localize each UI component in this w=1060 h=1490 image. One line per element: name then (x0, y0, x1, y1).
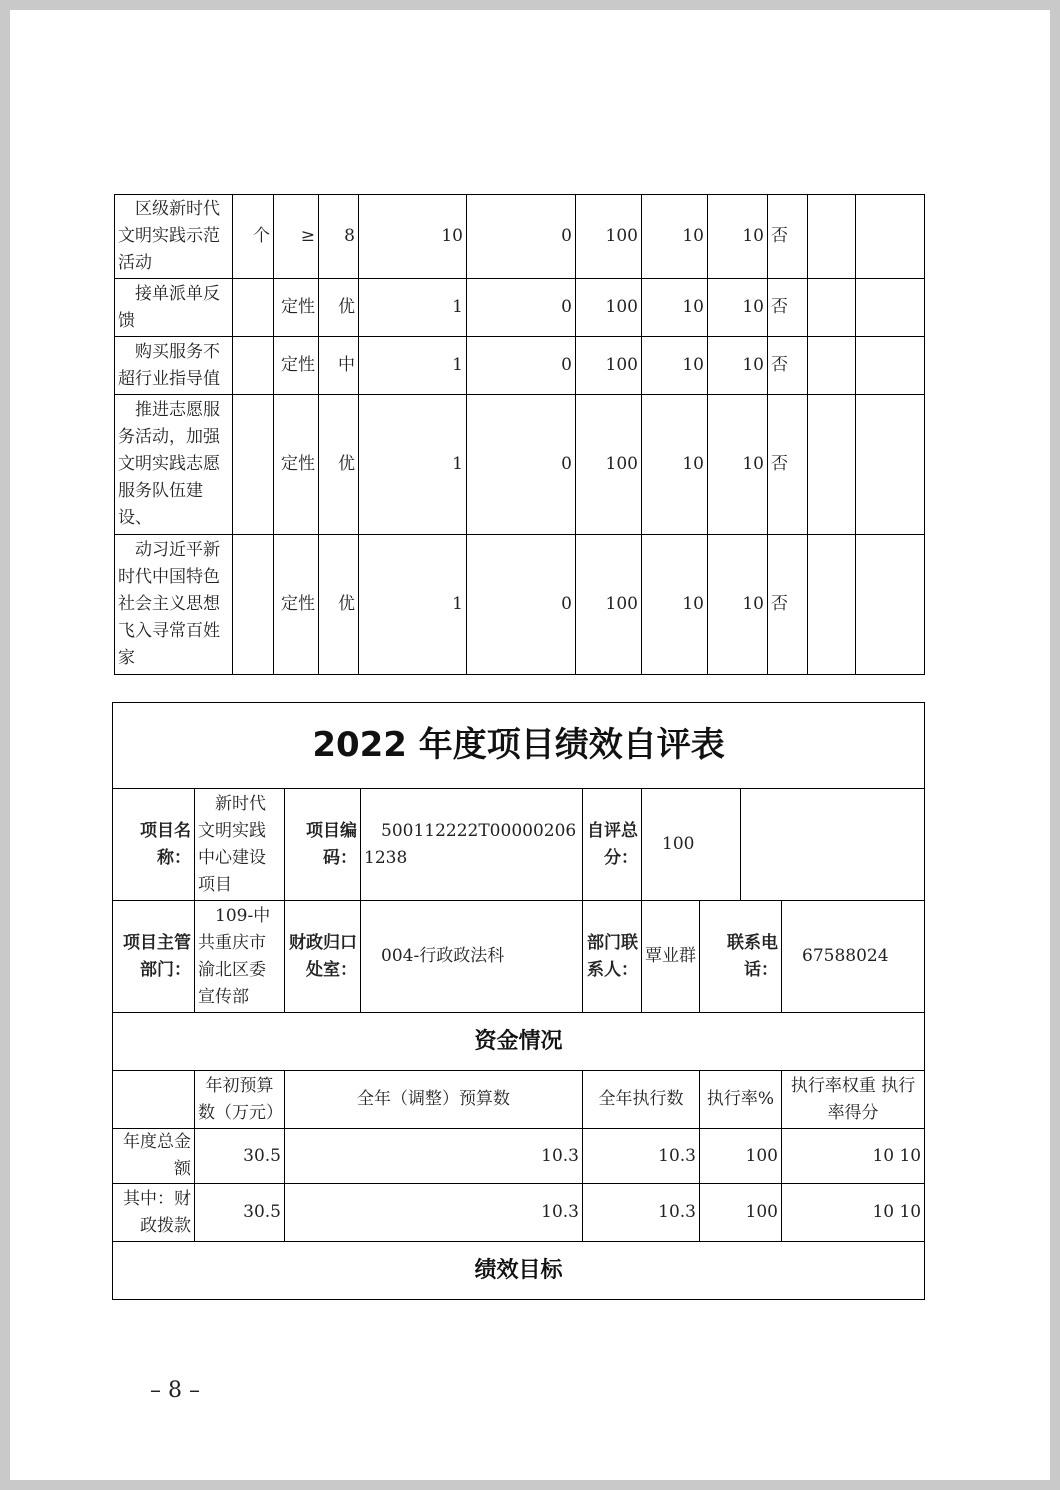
office: 004-行政政法科 (361, 901, 583, 1013)
indicator-empty-cell (856, 337, 925, 395)
funds-executed: 10.3 (583, 1129, 700, 1184)
indicator-operator: 定性 (274, 337, 319, 395)
indicator-rate: 100 (576, 337, 642, 395)
indicator-deviation: 0 (467, 195, 576, 279)
indicator-flag: 否 (768, 395, 808, 535)
funds-row-label: 其中：财政拨款 (113, 1184, 195, 1242)
score-label: 自评总分： (583, 789, 642, 901)
indicator-operator: 定性 (274, 395, 319, 535)
funds-weight: 10 (872, 1202, 895, 1222)
indicator-score: 10 (708, 395, 768, 535)
indicator-empty-cell (856, 195, 925, 279)
indicator-empty-cell (808, 195, 856, 279)
indicator-rate: 100 (576, 279, 642, 337)
funds-executed: 10.3 (583, 1184, 700, 1242)
project-name: 新时代文明实践中心建设项目 (195, 789, 285, 901)
indicator-unit (233, 337, 274, 395)
form-title: 2022 年度项目绩效自评表 (113, 703, 925, 789)
indicator-target: 中 (319, 337, 359, 395)
dept-label: 项目主管部门： (113, 901, 195, 1013)
indicator-empty-cell (808, 279, 856, 337)
funds-weight-score (782, 1184, 925, 1242)
indicator-flag: 否 (768, 535, 808, 675)
indicator-actual: 1 (359, 279, 467, 337)
indicator-name: 购买服务不超行业指导值 (115, 337, 233, 395)
project-name-label: 项目名称： (113, 789, 195, 901)
funds-header-blank (113, 1071, 195, 1129)
indicator-name: 接单派单反馈 (115, 279, 233, 337)
indicator-operator: 定性 (274, 279, 319, 337)
indicator-actual: 1 (359, 535, 467, 675)
indicator-empty-cell (808, 535, 856, 675)
indicator-flag: 否 (768, 195, 808, 279)
indicator-score: 10 (708, 535, 768, 675)
funds-weight-score (782, 1129, 925, 1184)
indicator-deviation: 0 (467, 535, 576, 675)
indicator-table (114, 194, 925, 675)
funds-header-weight-score (782, 1071, 925, 1129)
indicator-unit (233, 279, 274, 337)
indicator-name: 区级新时代文明实践示范活动 (115, 195, 233, 279)
document-page (10, 10, 1050, 1480)
indicator-actual: 1 (359, 395, 467, 535)
indicator-name: 推进志愿服务活动，加强文明实践志愿服务队伍建设、 (115, 395, 233, 535)
funds-rate: 100 (700, 1129, 782, 1184)
indicator-rate: 100 (576, 395, 642, 535)
project-code: 500112222T000002061238 (361, 789, 583, 901)
indicator-empty-cell (808, 337, 856, 395)
indicator-weight: 10 (642, 195, 708, 279)
indicator-flag: 否 (768, 337, 808, 395)
contact-label: 部门联系人： (583, 901, 642, 1013)
funds-row-label: 年度总金额 (113, 1129, 195, 1184)
funds-initial: 30.5 (195, 1184, 285, 1242)
funds-header-initial: 年初预算数（万元） (195, 1071, 285, 1129)
indicator-empty-cell (808, 395, 856, 535)
indicator-row (115, 535, 925, 675)
indicator-actual: 1 (359, 337, 467, 395)
funds-header-rate: 执行率% (700, 1071, 782, 1129)
phone: 67588024 (782, 901, 925, 1013)
funds-header-weight: 执行率权重 (790, 1075, 876, 1096)
indicator-score: 10 (708, 195, 768, 279)
indicator-target: 优 (319, 535, 359, 675)
funds-initial: 30.5 (195, 1129, 285, 1184)
indicator-score: 10 (708, 337, 768, 395)
indicator-weight: 10 (642, 279, 708, 337)
indicator-row (115, 279, 925, 337)
indicator-weight: 10 (642, 395, 708, 535)
evaluation-form (112, 702, 925, 1300)
empty-cell (741, 789, 925, 901)
indicator-empty-cell (856, 279, 925, 337)
indicator-name: 动习近平新时代中国特色社会主义思想飞入寻常百姓家 (115, 535, 233, 675)
indicator-target: 优 (319, 279, 359, 337)
contact: 覃业群 (642, 901, 700, 1013)
indicator-rate: 100 (576, 195, 642, 279)
indicator-operator: ≥ (274, 195, 319, 279)
dept: 109-中共重庆市渝北区委宣传部 (195, 901, 285, 1013)
indicator-target: 优 (319, 395, 359, 535)
funds-header-executed: 全年执行数 (583, 1071, 700, 1129)
indicator-empty-cell (856, 535, 925, 675)
indicator-weight: 10 (642, 337, 708, 395)
funds-adjusted: 10.3 (285, 1184, 583, 1242)
indicator-empty-cell (856, 395, 925, 535)
page-number: – 8 – (150, 1378, 200, 1403)
indicator-unit (233, 535, 274, 675)
indicator-unit (233, 395, 274, 535)
indicator-row (115, 395, 925, 535)
goals-section-title: 绩效目标 (113, 1242, 925, 1300)
funds-score: 10 (899, 1202, 922, 1222)
indicator-operator: 定性 (274, 535, 319, 675)
indicator-flag: 否 (768, 279, 808, 337)
indicator-deviation: 0 (467, 395, 576, 535)
funds-header-adjusted: 全年（调整）预算数 (285, 1071, 583, 1129)
indicator-actual: 10 (359, 195, 467, 279)
funds-weight: 10 (872, 1145, 895, 1166)
indicator-row (115, 195, 925, 279)
funds-adjusted: 10.3 (285, 1129, 583, 1184)
funds-header-score: 执行率得分 (827, 1075, 916, 1123)
funds-score: 10 (899, 1145, 922, 1166)
funds-section-title: 资金情况 (113, 1013, 925, 1071)
indicator-weight: 10 (642, 535, 708, 675)
funds-rate: 100 (700, 1184, 782, 1242)
office-label: 财政归口处室： (285, 901, 361, 1013)
indicator-row (115, 337, 925, 395)
indicator-deviation: 0 (467, 279, 576, 337)
phone-label: 联系电话： (700, 901, 782, 1013)
indicator-score: 10 (708, 279, 768, 337)
project-code-label: 项目编码： (285, 789, 361, 901)
indicator-deviation: 0 (467, 337, 576, 395)
self-score: 100 (642, 789, 741, 901)
indicator-target: 8 (319, 195, 359, 279)
indicator-unit: 个 (233, 195, 274, 279)
indicator-rate: 100 (576, 535, 642, 675)
